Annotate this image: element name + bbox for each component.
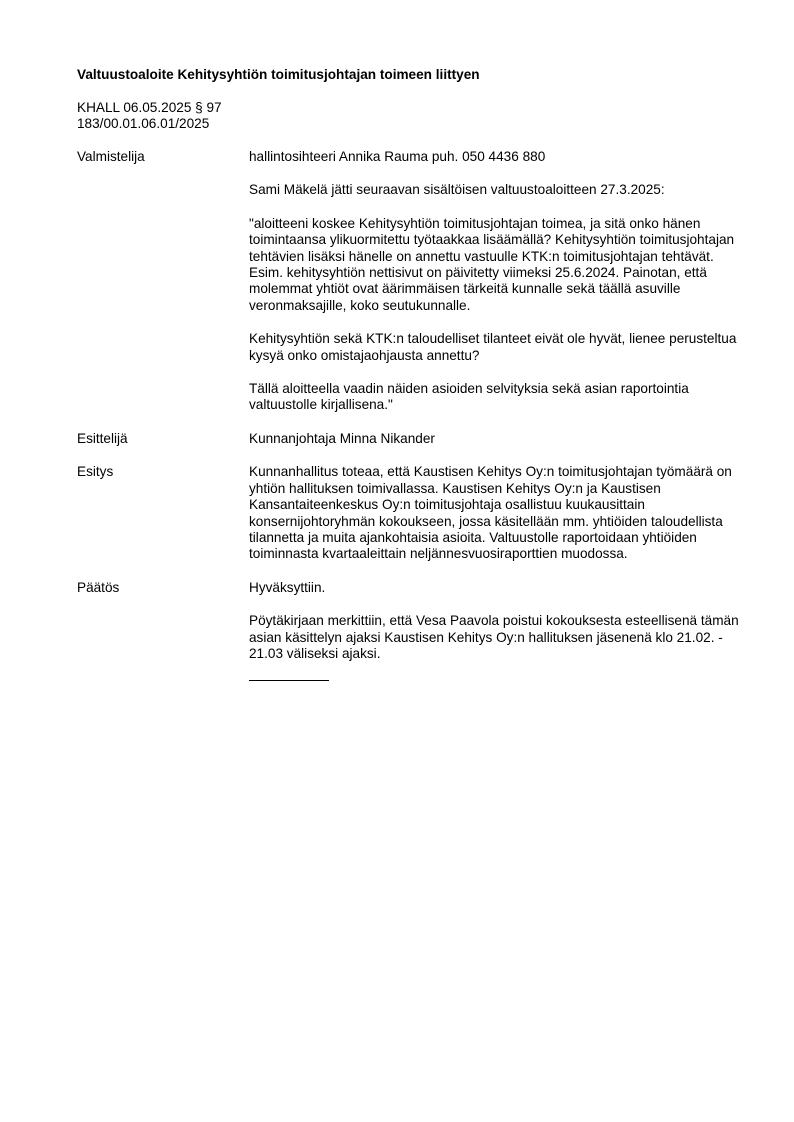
document-page <box>77 66 747 681</box>
section-label-esittelija: Esittelijä <box>77 430 128 446</box>
section-content-valmistelija <box>249 149 747 414</box>
section-label-esitys: Esitys <box>77 464 114 480</box>
decision-paragraph: Hyväksyttiin. <box>249 579 326 595</box>
section-label-paatos: Päätös <box>77 579 120 595</box>
initiative-quote-paragraph: Kehitysyhtiön sekä KTK:n taloudelliset tilanteet eivät ole hyvät, lienee perusteltua kysyä onko omistajaohjausta annettu? <box>249 331 737 363</box>
section-paatos <box>77 580 747 682</box>
section-content-esittelija <box>249 431 747 447</box>
document-title: Valtuustoaloite Kehitysyhtiön toimitusjohtajan toimeen liittyen <box>77 67 480 82</box>
presenter-paragraph: Kunnanjohtaja Minna Nikander <box>249 430 435 446</box>
section-esitys <box>77 464 747 562</box>
initiative-quote-paragraph: "aloitteeni koskee Kehitysyhtiön toimitusjohtajan toimea, ja sitä onko hänen toimintaansa ylikuormitettu työtaakkaa lisäämällä? Kehitysyhtiön toimitusjohtajan tehtävien lisäksi hänelle on annettu vastuulle KTK:n toimitusjohtajan tehtävät. Esim. kehitysyhtiön nettisivut on päivitetty viimeksi 25.6.2024. Painotan, että molemmat yhtiöt ovat äärimmäisen tärkeitä kunnalle sekä täällä asuville veronmaksajille, koko seutukunnalle. <box>249 215 735 313</box>
preparer-paragraph: hallintosihteeri Annika Rauma puh. 050 4436 880 <box>249 149 546 164</box>
minutes-note-paragraph: Pöytäkirjaan merkittiin, että Vesa Paavola poistui kokouksesta esteellisenä tämän asian käsittelyn ajaksi Kaustisen Kehitys Oy:n hallituksen jäsenenä klo 21.02. - 21.03 väliseksi ajaksi. <box>249 613 739 661</box>
end-divider-line <box>249 679 329 681</box>
section-valmistelija <box>77 149 747 414</box>
proposal-paragraph: Kunnanhallitus toteaa, että Kaustisen Kehitys Oy:n toimitusjohtajan työmäärä on yhtiön hallituksen toimivallassa. Kaustisen Kehitys Oy:n ja Kaustisen Kansantaiteenkeskus Oy:n toimitusjohtaja osallistuu kuukausittain konsernijohtoryhmän kokoukseen, jossa käsitellään mm. yhtiöiden taloudellista tilannetta ja muita ajankohtaisia asioita. Valtuustolle raportoidaan yhtiöiden toiminnasta kvartaaleittain neljännesvuosiraporttien muodossa. <box>249 464 732 562</box>
section-content-esitys <box>249 464 747 562</box>
section-esittelija <box>77 431 747 447</box>
initiative-quote-paragraph: Tällä aloitteella vaadin näiden asioiden selvityksia sekä asian raportointia valtuustolle kirjallisena." <box>249 381 689 413</box>
record-number: 183/00.01.06.01/2025 <box>77 116 210 131</box>
meeting-reference: KHALL 06.05.2025 § 97 <box>77 100 222 115</box>
section-label-valmistelija: Valmistelija <box>77 149 145 164</box>
section-content-paatos <box>249 580 747 682</box>
initiative-intro-paragraph: Sami Mäkelä jätti seuraavan sisältöisen valtuustoaloitteen 27.3.2025: <box>249 182 665 198</box>
document-reference <box>77 100 747 132</box>
